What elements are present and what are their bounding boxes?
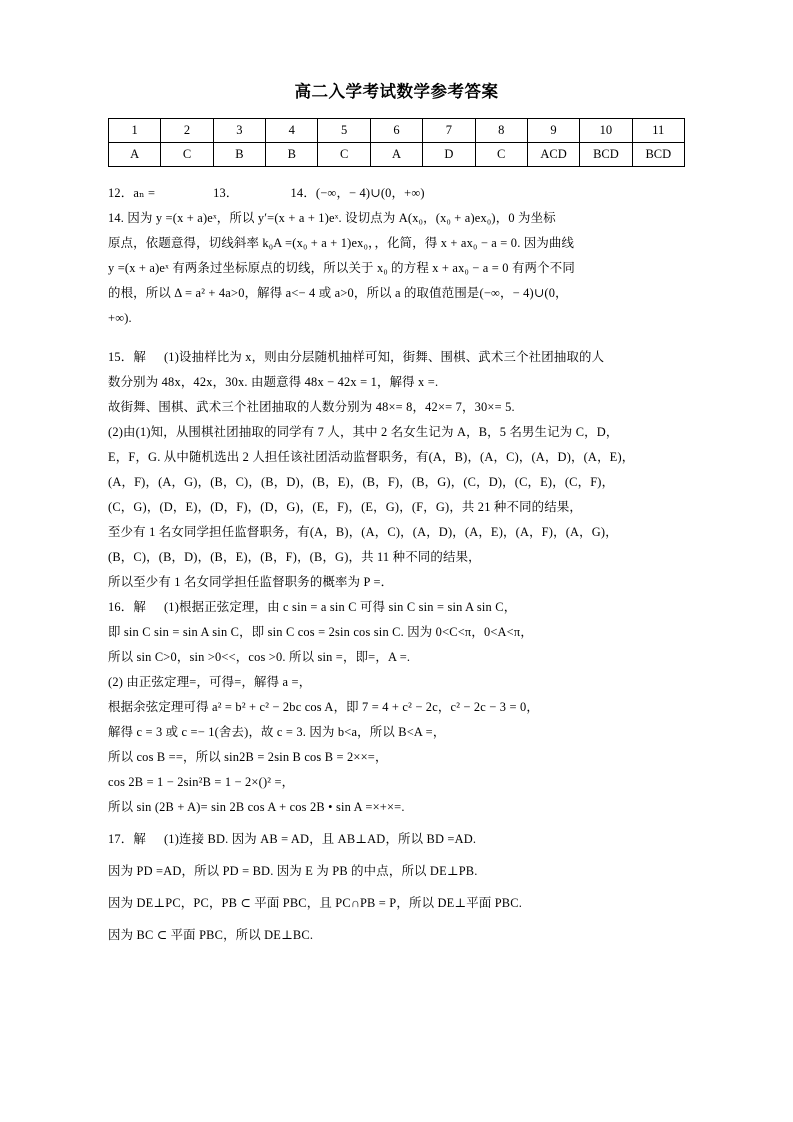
solution-q17 [108, 827, 685, 948]
solution-line: 所以至少有 1 名女同学担任监督职务的概率为 P =． [108, 575, 394, 589]
table-cell-answer: BCD [632, 143, 684, 167]
table-cell-answer: C [475, 143, 527, 167]
page-title: 高二入学考试数学参考答案 [294, 82, 499, 101]
table-header-cell: 7 [423, 119, 475, 143]
question-label-16: 16．解 [108, 600, 146, 614]
solution-line: 因为 DE⊥PC，PC，PB ⊂ 平面 PBC，且 PC∩PB = P，所以 DE⊥平面 PBC. [108, 896, 523, 910]
solution-q16 [108, 595, 685, 820]
table-header-cell: 9 [527, 119, 579, 143]
table-header-cell: 2 [161, 119, 213, 143]
solution-line: 至少有 1 名女同学担任监督职务，有(A，B)，(A，C)，(A，D)，(A，E)，(A，F)，(A，G)， [108, 525, 618, 539]
solution-line: y =(x + a)eˣ 有两条过坐标原点的切线，所以关于 x₀ 的方程 x + ax₀ − a = 0 有两个不同 [108, 261, 575, 275]
solution-line: 数分别为 48x，42x，30x. 由题意得 48x − 42x = 1，解得 x =. [108, 375, 439, 389]
solution-line: 因为 PD =AD，所以 PD = BD. 因为 E 为 PB 的中点，所以 DE⊥PB. [108, 864, 478, 878]
answer-q13: 13． [213, 186, 239, 200]
solution-line: (1)连接 BD. 因为 AB = AD，且 AB⊥AD，所以 BD =AD. [163, 832, 477, 846]
table-header-cell: 4 [266, 119, 318, 143]
table-cell-answer: D [423, 143, 475, 167]
solution-line: 所以 cos B ==，所以 sin2B = 2sin B cos B = 2××=， [108, 750, 388, 764]
solution-line: cos 2B = 1 − 2sin²B = 1 − 2×()² =， [108, 775, 295, 789]
solution-q15 [108, 345, 685, 595]
table-cell-answer: BCD [580, 143, 632, 167]
table-header-cell: 6 [370, 119, 422, 143]
solution-line: (2)由(1)知，从围棋社团抽取的同学有 7 人，其中 2 名女生记为 A，B，5 名男生记为 C，D， [108, 425, 619, 439]
solution-line: (1)设抽样比为 x，则由分层随机抽样可知，街舞、围棋、武术三个社团抽取的人 [163, 350, 605, 364]
table-header-cell: 11 [632, 119, 684, 143]
question-label-15: 15．解 [108, 350, 146, 364]
table-cell-answer: C [161, 143, 213, 167]
solution-line: (1)根据正弦定理，由 c sin = a sin C 可得 sin C sin = sin A sin C， [163, 600, 517, 614]
solution-line: 即 sin C sin = sin A sin C，即 sin C cos = 2sin cos sin C. 因为 0<C<π，0<A<π， [108, 625, 533, 639]
solution-line: 所以 sin (2B + A)= sin 2B cos A + cos 2B • sin A =×+×=. [108, 800, 405, 814]
solution-line: 根据余弦定理可得 a² = b² + c² − 2bc cos A，即 7 = 4 + c² − 2c，c² − 2c − 3 = 0， [108, 700, 539, 714]
answer-q12: 12．aₙ = [108, 186, 156, 200]
solution-line: E，F，G. 从中随机选出 2 人担任该社团活动监督职务，有(A，B)，(A，C)，(A，D)，(A，E)， [108, 450, 635, 464]
solution-line: 14. 因为 y =(x + a)eˣ，所以 y′=(x + a + 1)eˣ. 设切点为 A(x₀，(x₀ + a)ex₀)，0 为坐标 [108, 211, 556, 225]
table-row-headers [109, 119, 685, 143]
solution-q14 [108, 206, 685, 331]
question-label-17: 17．解 [108, 832, 146, 846]
table-row-answers [109, 143, 685, 167]
solution-line: (C，G)，(D，E)，(D，F)，(D，G)，(E，F)，(E，G)，(F，G)，共 21 种不同的结果， [108, 500, 583, 514]
table-cell-answer: B [213, 143, 265, 167]
short-answers-line [108, 181, 685, 206]
table-header-cell: 10 [580, 119, 632, 143]
solution-first-line [108, 345, 685, 370]
answer-q14: 14．(−∞，− 4)∪(0，+∞) [290, 186, 425, 200]
table-cell-answer: A [109, 143, 161, 167]
solution-line: (B，C)，(B，D)，(B，E)，(B，F)，(B，G)，共 11 种不同的结果， [108, 550, 481, 564]
table-cell-answer: A [370, 143, 422, 167]
solution-line: 因为 BC ⊂ 平面 PBC，所以 DE⊥BC. [108, 928, 314, 942]
solution-line: 所以 sin C>0，sin >0<<，cos >0. 所以 sin =，即=，A =. [108, 650, 411, 664]
table-header-cell: 3 [213, 119, 265, 143]
table-cell-answer: C [318, 143, 370, 167]
solution-line: 解得 c = 3 或 c =− 1(舍去)，故 c = 3. 因为 b<a，所以 B<A =， [108, 725, 446, 739]
table-header-cell: 5 [318, 119, 370, 143]
solution-line: (A，F)，(A，G)，(B，C)，(B，D)，(B，E)，(B，F)，(B，G)，(C，D)，(C，E)，(C，F)， [108, 475, 615, 489]
solution-line: 原点，依题意得，切线斜率 k₀A =(x₀ + a + 1)ex₀，，化简，得 x + ax₀ − a = 0. 因为曲线 [108, 236, 575, 250]
solution-line: +∞). [108, 311, 132, 325]
table-header-cell: 1 [109, 119, 161, 143]
table-cell-answer: ACD [527, 143, 579, 167]
solution-line: (2) 由正弦定理=，可得=，解得 a =， [108, 675, 312, 689]
solution-line: 故街舞、围棋、武术三个社团抽取的人数分别为 48×= 8，42×= 7，30×= 5. [108, 400, 515, 414]
table-header-cell: 8 [475, 119, 527, 143]
solution-line: 的根，所以 Δ = a² + 4a>0，解得 a<− 4 或 a>0，所以 a 的取值范围是(−∞，− 4)∪(0， [108, 286, 568, 300]
solution-first-line [108, 827, 685, 852]
table-cell-answer: B [266, 143, 318, 167]
solution-first-line [108, 595, 685, 620]
answer-key-table [108, 118, 685, 167]
